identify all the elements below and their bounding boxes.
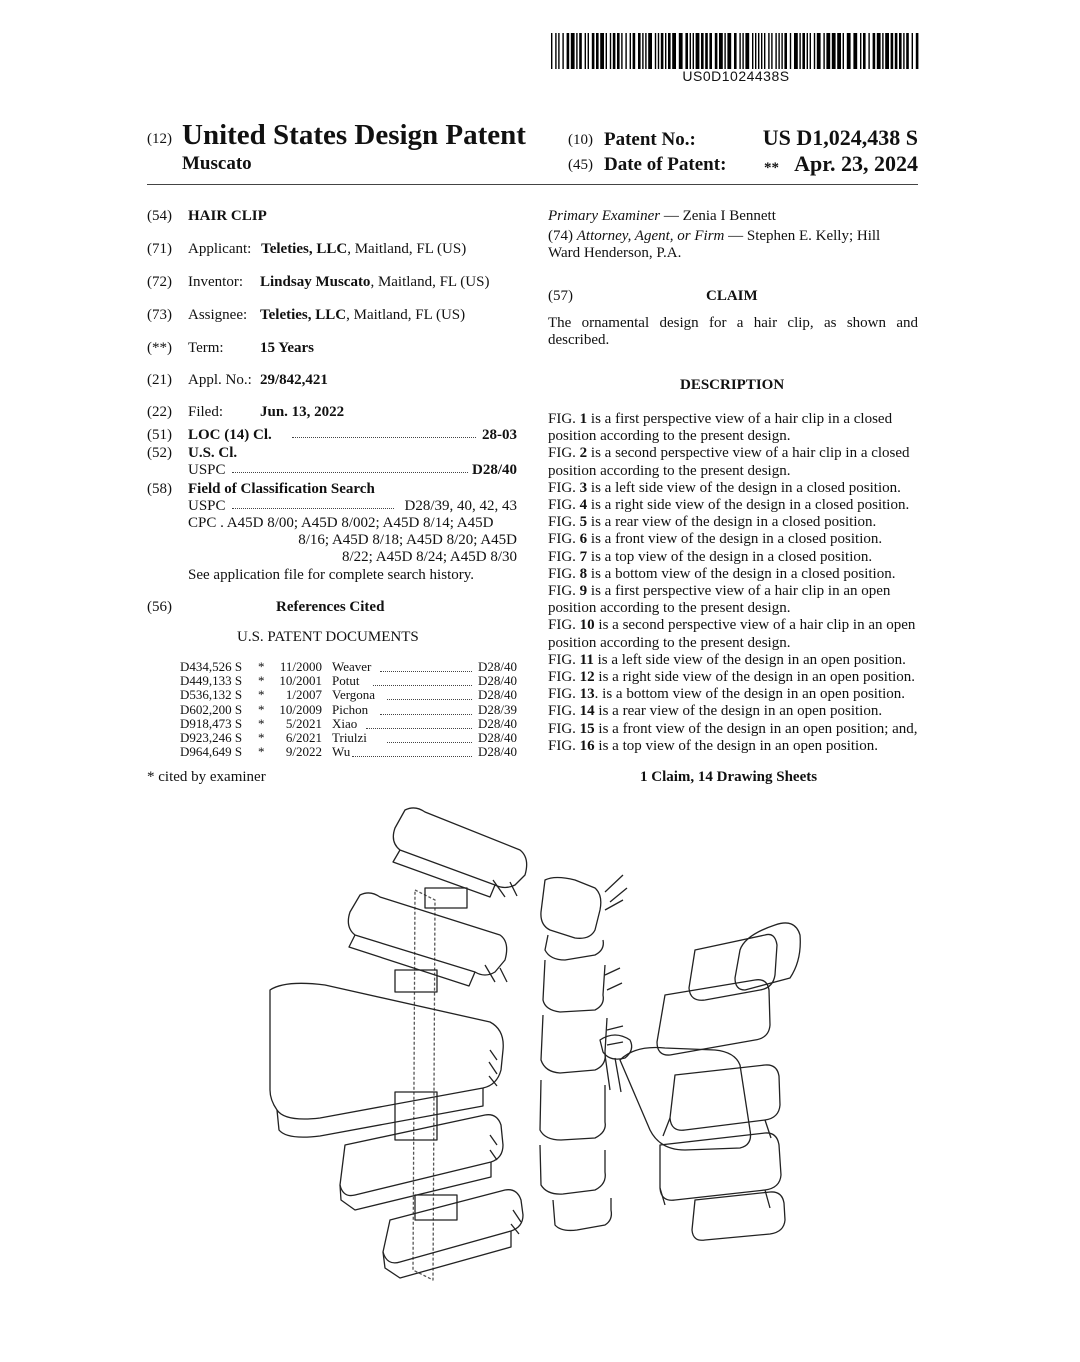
description-list bbox=[548, 411, 918, 755]
inventor-name: Lindsay Muscato bbox=[260, 274, 371, 290]
reference-class: D28/39 bbox=[478, 701, 517, 717]
references-subheading: U.S. PATENT DOCUMENTS bbox=[237, 629, 419, 645]
description-line: FIG. 14 is a rear view of the design in an open position. bbox=[548, 703, 883, 720]
examiner-row bbox=[548, 208, 776, 225]
leader-dots bbox=[380, 670, 472, 672]
code-74: (74) bbox=[548, 228, 573, 244]
applicant-label: Applicant: bbox=[188, 241, 252, 257]
assignee-label: Assignee: bbox=[188, 307, 248, 323]
reference-cited-marker: * bbox=[258, 744, 265, 760]
inventor-location: , Maitland, FL (US) bbox=[370, 274, 490, 290]
leader-dots bbox=[352, 755, 472, 757]
description-line: FIG. 3 is a left side view of the design in a closed position. bbox=[548, 479, 901, 496]
reference-name: Pichon bbox=[332, 701, 369, 717]
appl-no-label: Appl. No.: bbox=[188, 372, 252, 388]
invention-title: HAIR CLIP bbox=[188, 208, 267, 224]
code-51: (51) bbox=[147, 427, 172, 443]
references-table bbox=[180, 660, 518, 765]
reference-date: 10/2009 bbox=[279, 701, 322, 717]
description-line: FIG. 10 is a second perspective view of a hair clip in an open bbox=[548, 617, 916, 634]
assignee-row bbox=[260, 307, 465, 324]
reference-number: D434,526 S bbox=[180, 659, 243, 674]
reference-date: 1/2007 bbox=[285, 687, 322, 703]
reference-cited-marker: * bbox=[258, 673, 265, 689]
description-line: FIG. 4 is a right side view of the design in a closed position. bbox=[548, 497, 910, 514]
reference-number: D602,200 S bbox=[180, 701, 243, 717]
document-title: United States Design Patent bbox=[182, 119, 526, 151]
reference-cited-marker: * bbox=[258, 715, 265, 731]
description-line: FIG. 5 is a rear view of the design in a closed position. bbox=[548, 514, 877, 531]
leader-dots bbox=[292, 436, 476, 438]
description-line: position according to the present design. bbox=[548, 462, 791, 479]
reference-number: D536,132 S bbox=[180, 687, 243, 703]
description-line: FIG. 12 is a right side view of the design in an open position. bbox=[548, 669, 916, 686]
examiner-label: Primary Examiner bbox=[548, 208, 661, 224]
reference-class: D28/40 bbox=[478, 687, 517, 703]
reference-name: Vergona bbox=[332, 687, 376, 703]
references-heading: References Cited bbox=[276, 599, 385, 615]
attorney-value: — Stephen E. Kelly; Hill bbox=[724, 228, 881, 244]
field-search-label: Field of Classification Search bbox=[188, 481, 375, 497]
reference-row bbox=[180, 674, 518, 688]
description-line: FIG. 13. is a bottom view of the design in an open position. bbox=[548, 686, 906, 703]
reference-row bbox=[180, 731, 518, 745]
description-line: FIG. 15 is a front view of the design in an open position; and, bbox=[548, 720, 918, 737]
reference-date: 5/2021 bbox=[285, 715, 322, 731]
patent-date: Apr. 23, 2024 bbox=[794, 151, 918, 176]
reference-number: D918,473 S bbox=[180, 715, 243, 731]
cpc-line: CPC . A45D 8/00; A45D 8/002; A45D 8/14; A45D bbox=[188, 515, 494, 531]
barcode bbox=[551, 33, 921, 69]
header-rule bbox=[147, 184, 918, 185]
description-line: FIG. 16 is a top view of the design in an open position. bbox=[548, 737, 878, 754]
drawing-sheets-note: 1 Claim, 14 Drawing Sheets bbox=[640, 769, 818, 785]
description-line: FIG. 7 is a top view of the design in a closed position. bbox=[548, 548, 873, 565]
term-label: Term: bbox=[188, 340, 224, 356]
description-line: position according to the present design. bbox=[548, 634, 791, 651]
field-uspc-label: USPC bbox=[188, 498, 226, 514]
code-58: (58) bbox=[147, 481, 172, 497]
code-54: (54) bbox=[147, 208, 172, 224]
claim-text: The ornamental design for a hair clip, as shown and bbox=[548, 315, 918, 331]
reference-row bbox=[180, 688, 518, 702]
open-clip-figure bbox=[540, 875, 800, 1240]
reference-row bbox=[180, 703, 518, 717]
leader-dots bbox=[232, 471, 468, 473]
applicant-row bbox=[188, 241, 466, 258]
code-12: (12) bbox=[147, 131, 172, 147]
code-56: (56) bbox=[147, 599, 172, 615]
uspc-value: D28/40 bbox=[472, 462, 517, 478]
reference-date: 9/2022 bbox=[285, 744, 322, 760]
cpc-line: 8/16; A45D 8/18; A45D 8/20; A45D bbox=[298, 532, 517, 548]
description-line: position according to the present design. bbox=[548, 428, 791, 445]
appl-no-value: 29/842,421 bbox=[260, 372, 328, 388]
description-line: position according to the present design. bbox=[548, 600, 791, 617]
term-value: 15 Years bbox=[260, 340, 315, 356]
description-line: FIG. 2 is a second perspective view of a hair clip in a closed bbox=[548, 445, 910, 462]
code-52: (52) bbox=[147, 445, 172, 461]
us-cl-label: U.S. Cl. bbox=[188, 445, 238, 461]
closed-clip-figure bbox=[270, 808, 527, 1280]
description-heading: DESCRIPTION bbox=[680, 377, 785, 393]
reference-name: Potut bbox=[332, 673, 360, 689]
description-line: FIG. 9 is a first perspective view of a hair clip in an open bbox=[548, 583, 891, 600]
assignee-name: Teleties, LLC bbox=[260, 307, 347, 323]
code-term: (**) bbox=[147, 340, 172, 356]
reference-date: 6/2021 bbox=[285, 730, 322, 745]
reference-class: D28/40 bbox=[478, 730, 517, 745]
code-10: (10) bbox=[568, 132, 593, 148]
examiner-value: — Zenia I Bennett bbox=[660, 208, 776, 224]
field-uspc-value: D28/39, 40, 42, 43 bbox=[404, 498, 517, 514]
applicant-location: , Maitland, FL (US) bbox=[347, 241, 467, 257]
loc-value: 28-03 bbox=[482, 427, 517, 443]
loc-label: LOC (14) Cl. bbox=[188, 427, 272, 443]
code-22: (22) bbox=[147, 404, 172, 420]
reference-row bbox=[180, 660, 518, 674]
hair-clip-drawing bbox=[265, 800, 805, 1300]
reference-date: 10/2001 bbox=[279, 673, 322, 689]
reference-name: Xiao bbox=[332, 715, 358, 731]
reference-cited-marker: * bbox=[258, 730, 265, 745]
reference-class: D28/40 bbox=[478, 715, 517, 731]
patent-no-label: Patent No.: bbox=[604, 129, 696, 150]
reference-number: D964,649 S bbox=[180, 744, 243, 760]
code-57: (57) bbox=[548, 288, 573, 304]
attorney-value-cont: Ward Henderson, P.A. bbox=[548, 245, 682, 261]
description-line: FIG. 11 is a left side view of the design in an open position. bbox=[548, 651, 906, 668]
leader-dots bbox=[366, 727, 472, 729]
reference-name: Weaver bbox=[332, 659, 372, 674]
reference-date: 11/2000 bbox=[279, 659, 322, 674]
description-line: FIG. 8 is a bottom view of the design in a closed position. bbox=[548, 565, 896, 582]
reference-number: D449,133 S bbox=[180, 673, 243, 689]
leader-dots bbox=[232, 507, 394, 509]
reference-row bbox=[180, 717, 518, 731]
cited-by-examiner-note: * cited by examiner bbox=[147, 769, 266, 785]
cpc-line: 8/22; A45D 8/24; A45D 8/30 bbox=[341, 549, 517, 565]
patent-number: US D1,024,438 S bbox=[762, 125, 918, 150]
leader-dots bbox=[387, 698, 472, 700]
filed-label: Filed: bbox=[188, 404, 224, 420]
inventor-surname: Muscato bbox=[182, 153, 252, 174]
description-line: FIG. 6 is a front view of the design in a closed position. bbox=[548, 531, 883, 548]
inventor-label: Inventor: bbox=[188, 274, 243, 290]
reference-name: Triulzi bbox=[332, 730, 367, 745]
reference-class: D28/40 bbox=[478, 673, 517, 689]
search-history-note: See application file for complete search history. bbox=[188, 567, 475, 583]
reference-row bbox=[180, 745, 518, 759]
date-marker: ** bbox=[764, 160, 779, 176]
claim-heading: CLAIM bbox=[706, 288, 758, 304]
reference-cited-marker: * bbox=[258, 659, 265, 674]
filed-value: Jun. 13, 2022 bbox=[260, 404, 345, 420]
uspc-label: USPC bbox=[188, 462, 226, 478]
applicant-name: Teleties, LLC bbox=[261, 241, 348, 257]
attorney-label: Attorney, Agent, or Firm bbox=[576, 228, 725, 244]
leader-dots bbox=[380, 713, 472, 715]
attorney-row bbox=[548, 228, 880, 245]
code-73: (73) bbox=[147, 307, 172, 323]
assignee-location: , Maitland, FL (US) bbox=[346, 307, 466, 323]
code-45: (45) bbox=[568, 157, 593, 173]
reference-class: D28/40 bbox=[478, 659, 517, 674]
date-label: Date of Patent: bbox=[604, 154, 727, 175]
barcode-number: US0D1024438S bbox=[682, 68, 790, 84]
description-line: FIG. 1 is a first perspective view of a hair clip in a closed bbox=[548, 411, 893, 427]
reference-number: D923,246 S bbox=[180, 730, 243, 745]
reference-cited-marker: * bbox=[258, 701, 265, 717]
inventor-row bbox=[260, 274, 489, 291]
reference-cited-marker: * bbox=[258, 687, 265, 703]
leader-dots bbox=[387, 741, 472, 743]
reference-name: Wu bbox=[332, 744, 351, 760]
code-71: (71) bbox=[147, 241, 172, 257]
code-72: (72) bbox=[147, 274, 172, 290]
code-21: (21) bbox=[147, 372, 172, 388]
reference-class: D28/40 bbox=[478, 744, 517, 760]
claim-text-cont: described. bbox=[548, 332, 610, 348]
leader-dots bbox=[373, 684, 472, 686]
